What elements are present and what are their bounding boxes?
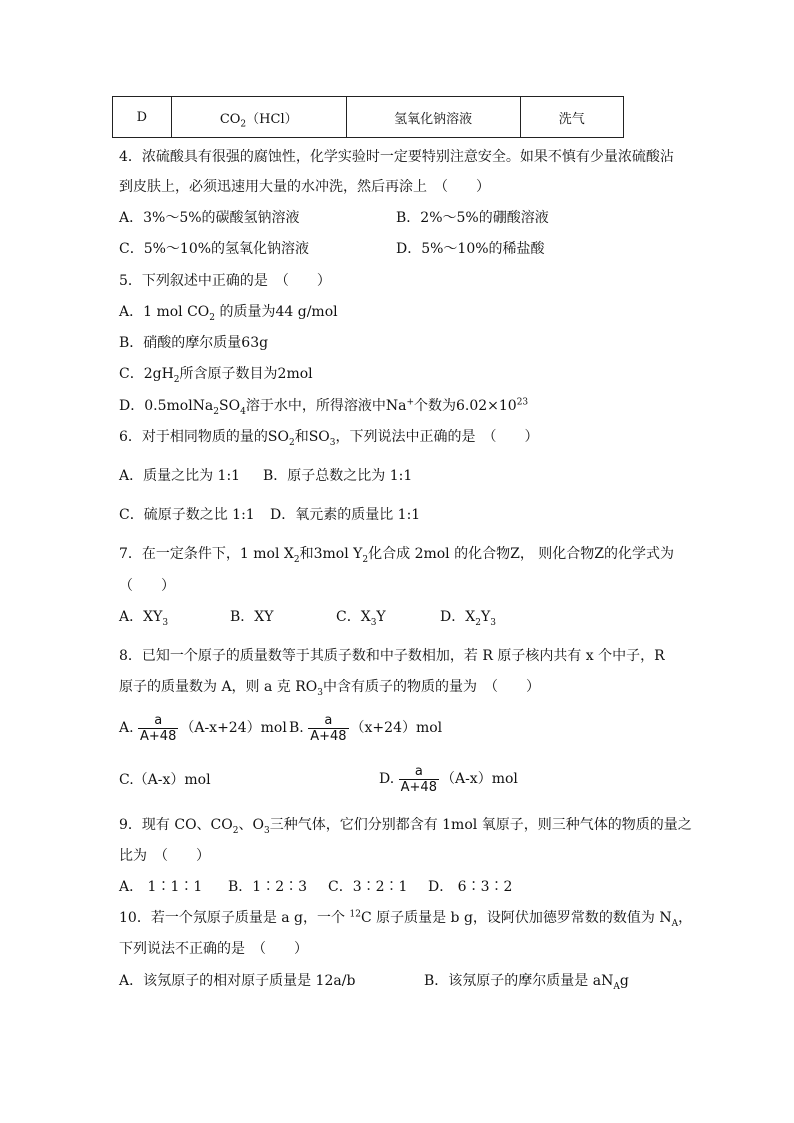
q5-option-c: [119, 364, 313, 384]
text: D．0.5molNa: [119, 398, 214, 414]
text: A．XY: [119, 609, 163, 625]
superscript: 12: [349, 909, 361, 920]
table-row: [113, 97, 624, 138]
q4-option-a: A．3%～5%的碳酸氢钠溶液: [119, 210, 300, 226]
option-letter: A.: [119, 720, 134, 736]
q8-option-b: [289, 710, 442, 746]
q4-stem-line2: 到皮肤上，必须迅速用大量的水冲洗，然后再涂上 （ ）: [119, 179, 490, 195]
q10-option-a: A．该氖原子的相对原子质量是 12a/b: [119, 973, 356, 989]
subscript: 2: [213, 406, 220, 417]
q7-option-a: [119, 607, 168, 627]
subscript: 2: [232, 825, 239, 836]
subscript: 3: [329, 437, 336, 448]
subscript: 2: [173, 374, 180, 385]
subscript: 3: [162, 617, 169, 628]
q9-option-c: C．3∶2∶1: [328, 879, 408, 895]
q9-option-a: A． 1∶1∶1: [119, 879, 203, 895]
q8-stem-line2: [119, 677, 540, 697]
text: 和3mol Y: [299, 546, 363, 562]
text: （A-x+24）mol: [180, 720, 287, 736]
answer-table: [112, 96, 624, 138]
subscript: 2: [293, 554, 300, 565]
text: 10．若一个氖原子质量是 a g，一个: [119, 910, 350, 926]
text: ，下列说法中正确的是 （ ）: [335, 429, 539, 445]
q6-option-d: D．氧元素的质量比 1:1: [270, 507, 421, 523]
q4-stem-line1: 4．浓硫酸具有很强的腐蚀性，化学实验时一定要特别注意安全。如果不慎有少量浓硫酸沾: [119, 149, 674, 165]
table-cell-substance: [171, 97, 346, 138]
subscript: A: [613, 981, 620, 992]
text: A．1 mol CO: [119, 304, 210, 320]
q6-stem: [119, 427, 539, 447]
text: 和SO: [294, 429, 330, 445]
fraction: [138, 713, 178, 744]
table-cell-method: 洗气: [520, 97, 623, 138]
denominator: A+48: [140, 728, 177, 744]
text: C．2gH: [119, 366, 174, 382]
q9-option-d: D． 6∶3∶2: [428, 879, 513, 895]
text: C 原子质量是 b g，设阿伏加德罗常数的数值为 N: [360, 910, 672, 926]
text: 9．现有 CO、CO: [119, 817, 233, 833]
q5-stem: 5．下列叙述中正确的是 （ ）: [119, 273, 331, 289]
q7-option-d: [440, 607, 496, 627]
q7-option-c: [336, 607, 386, 627]
q5-option-d: [119, 396, 528, 416]
subscript: 3: [317, 687, 324, 698]
q6-option-b: B．原子总数之比为 1:1: [263, 468, 413, 484]
text: C．X: [336, 609, 371, 625]
text: g: [619, 973, 629, 989]
text: 6．对于相同物质的量的SO: [119, 429, 289, 445]
subscript: 2: [209, 312, 216, 323]
q4-option-d: D．5%～10%的稀盐酸: [396, 241, 545, 257]
fraction: [308, 713, 348, 744]
text: 7．在一定条件下，1 mol X: [119, 546, 294, 562]
q10-option-b: [424, 971, 629, 991]
numerator: a: [324, 712, 333, 728]
q8-stem-line1: 8．已知一个原子的质量数等于其质子数和中子数相加，若 R 原子核内共有 x 个中子，R: [119, 648, 665, 664]
text: 原子的质量数为 A，则 a 克 RO: [119, 679, 318, 695]
subscript: 2: [240, 119, 247, 130]
superscript: +: [406, 397, 414, 408]
option-letter: B.: [289, 720, 304, 736]
q7-stem: [119, 544, 674, 564]
subscript: 3: [490, 617, 496, 628]
impurity: （HCl）: [246, 111, 298, 127]
subscript: A: [671, 918, 679, 929]
q8-option-d: [379, 761, 518, 797]
q9-stem-line2: 比为 （ ）: [119, 848, 210, 864]
text: ，: [678, 910, 693, 926]
text: Y: [480, 609, 491, 625]
subscript: 3: [370, 617, 377, 628]
text: 中含有质子的物质的量为 （ ）: [323, 679, 541, 695]
text: 的质量为44 g/mol: [215, 304, 338, 320]
text: 化合成 2mol 的化合物Z， 则化合物Z的化学式为: [368, 546, 675, 562]
text: 所含原子数目为2mol: [179, 366, 313, 382]
q8-option-a: [119, 710, 287, 746]
text: 三种气体，它们分别都含有 1mol 氧原子，则三种气体的物质的量之: [269, 817, 692, 833]
q7-paren: （ ）: [119, 578, 175, 594]
q5-option-b: B．硝酸的摩尔质量63g: [119, 335, 269, 351]
q6-option-c: C．硫原子数之比 1:1: [119, 507, 255, 523]
q4-option-b: B．2%～5%的硼酸溶液: [396, 210, 549, 226]
subscript: 2: [475, 617, 481, 628]
denominator: A+48: [310, 728, 347, 744]
q4-option-c: C．5%～10%的氢氧化钠溶液: [119, 241, 310, 257]
text: 个数为6.02×10: [413, 398, 517, 414]
superscript: 23: [516, 397, 529, 408]
denominator: A+48: [400, 779, 437, 795]
q6-option-a: A．质量之比为 1:1: [119, 468, 241, 484]
substance-formula: CO: [219, 111, 241, 127]
text: B．该氖原子的摩尔质量是 aN: [424, 973, 614, 989]
option-letter: D.: [379, 771, 395, 787]
q5-option-a: [119, 302, 338, 322]
table-cell-label: D: [113, 97, 172, 138]
q7-option-b: B．XY: [230, 609, 274, 625]
q10-stem-line1: [119, 908, 692, 928]
table-cell-reagent: 氢氧化钠溶液: [346, 97, 520, 138]
q10-stem-line2: 下列说法不正确的是 （ ）: [119, 941, 308, 957]
text: 、O: [238, 817, 264, 833]
subscript: 4: [240, 406, 246, 417]
q9-stem-line1: [119, 815, 692, 835]
subscript: 3: [263, 825, 270, 836]
numerator: a: [414, 763, 423, 779]
q9-option-b: B．1∶2∶3: [228, 879, 308, 895]
text: SO: [219, 398, 241, 414]
text: Y: [376, 609, 386, 625]
fraction: [399, 764, 439, 795]
subscript: 2: [288, 437, 295, 448]
subscript: 2: [362, 554, 369, 565]
numerator: a: [154, 712, 163, 728]
q8-option-c: C.（A-x）mol: [119, 772, 211, 788]
text: （x+24）mol: [350, 720, 443, 736]
text: D．X: [440, 609, 476, 625]
text: 溶于水中，所得溶液中Na: [245, 398, 407, 414]
text: （A-x）mol: [440, 771, 518, 787]
